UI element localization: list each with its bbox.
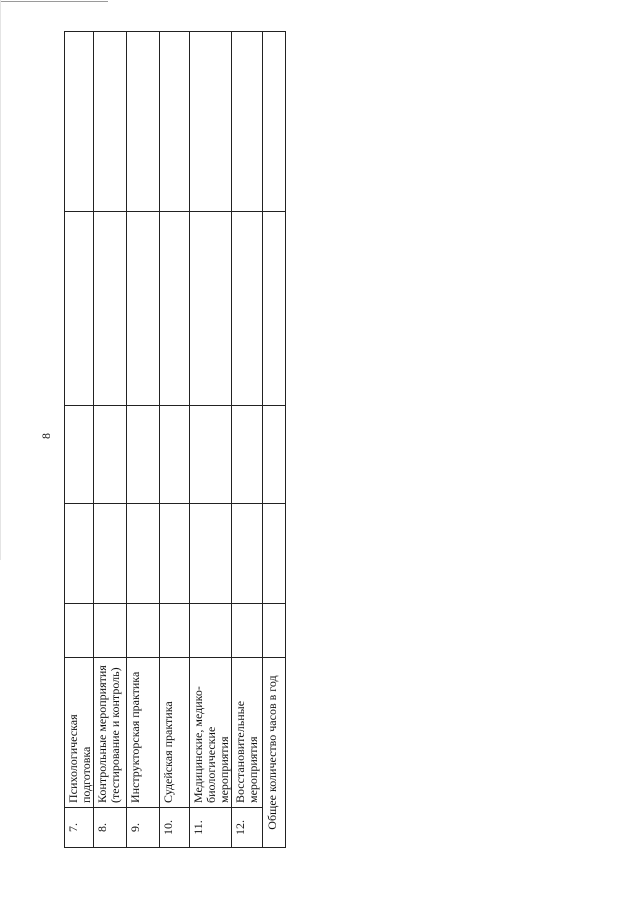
table-cell <box>232 504 263 604</box>
table-cell <box>65 32 94 212</box>
table-cell <box>160 212 190 406</box>
table-cell <box>232 212 263 406</box>
table-cell <box>94 32 127 212</box>
table-cell <box>65 504 94 604</box>
table-cell <box>263 32 286 212</box>
table-cell <box>94 604 127 658</box>
table-cell <box>65 212 94 406</box>
page-number: 8 <box>39 433 53 439</box>
table-row <box>160 32 190 848</box>
table-row <box>232 32 263 848</box>
table-row <box>127 32 160 848</box>
table-cell <box>232 604 263 658</box>
table-cell <box>190 406 232 504</box>
table-cell <box>160 406 190 504</box>
table-cell <box>94 406 127 504</box>
table-cell <box>127 406 160 504</box>
table-cell <box>263 504 286 604</box>
training-plan-table-rotated <box>64 32 279 848</box>
scan-edge-shadow <box>0 0 1 560</box>
table-cell <box>127 604 160 658</box>
table-cell <box>263 212 286 406</box>
row-activity-name: Медицинские, медико-биологические мероприятия <box>190 658 232 808</box>
row-number: 8. <box>94 808 127 848</box>
table-cell <box>190 32 232 212</box>
table-cell <box>160 504 190 604</box>
row-activity-name: Инструкторская практика <box>127 658 160 808</box>
table-cell <box>65 604 94 658</box>
row-activity-name: Психологическая подготовка <box>65 658 94 808</box>
table-cell <box>127 504 160 604</box>
table-cell <box>190 212 232 406</box>
table-cell <box>263 406 286 504</box>
table-cell <box>127 212 160 406</box>
table-row <box>94 32 127 848</box>
table-cell <box>127 32 160 212</box>
row-activity-name: Судейская практика <box>160 658 190 808</box>
row-number: 11. <box>190 808 232 848</box>
table-cell <box>232 406 263 504</box>
table-cell <box>160 604 190 658</box>
row-number: 9. <box>127 808 160 848</box>
table-row <box>65 32 94 848</box>
table-row <box>190 32 232 848</box>
total-hours-label: Общее количество часов в год <box>263 658 286 848</box>
row-number: 7. <box>65 808 94 848</box>
table-cell <box>190 504 232 604</box>
table-cell <box>263 604 286 658</box>
table-cell <box>232 32 263 212</box>
table-cell <box>94 212 127 406</box>
table-cell <box>190 604 232 658</box>
row-number: 12. <box>232 808 263 848</box>
table-cell <box>65 406 94 504</box>
training-plan-table-frame <box>64 32 279 848</box>
table-row-total <box>263 32 286 848</box>
row-activity-name: Контрольные мероприятия (тестирование и контроль) <box>94 658 127 808</box>
row-activity-name: Восстановительные мероприятия <box>232 658 263 808</box>
scan-edge-mark <box>0 1 108 2</box>
table-cell <box>160 32 190 212</box>
table-cell <box>94 504 127 604</box>
row-number: 10. <box>160 808 190 848</box>
training-plan-table <box>64 31 286 848</box>
